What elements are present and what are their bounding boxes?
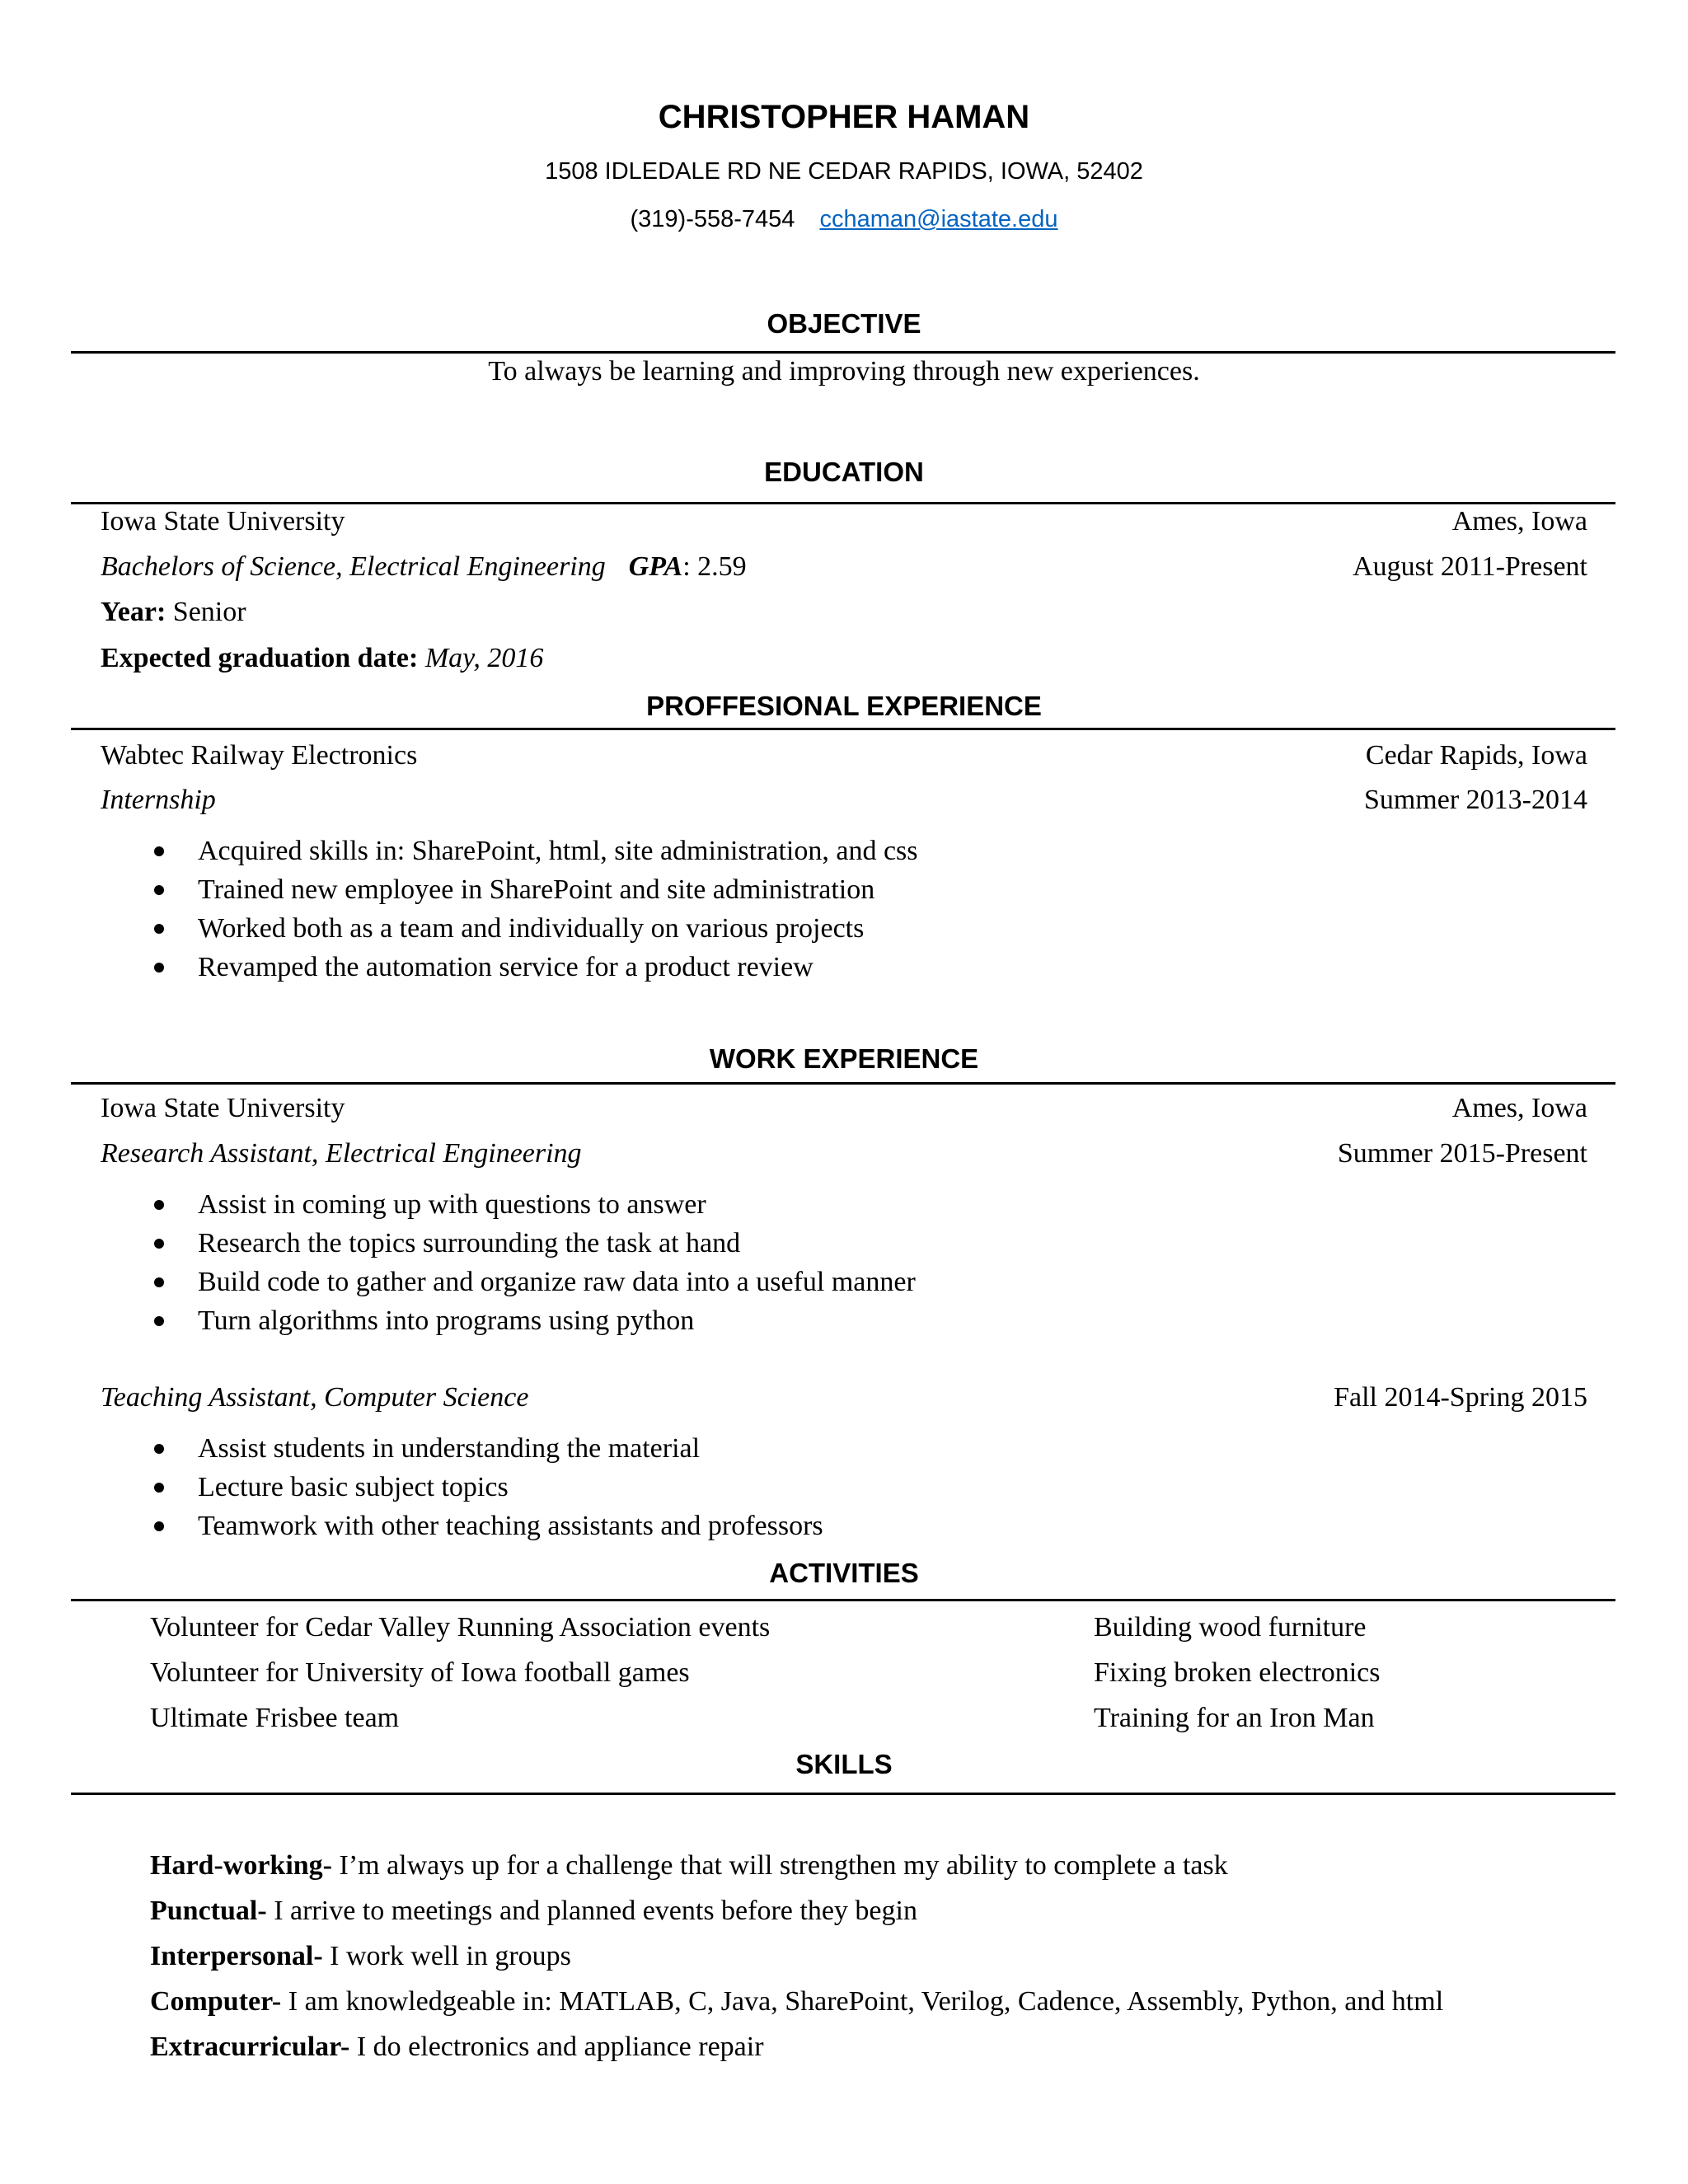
professional-company: Wabtec Railway Electronics: [101, 740, 418, 771]
list-item: Turn algorithms into programs using python: [0, 1301, 916, 1340]
skill-label: Punctual-: [150, 1896, 267, 1926]
work-location: Ames, Iowa: [1451, 1093, 1587, 1123]
skill-text: I work well in groups: [322, 1941, 571, 1971]
work-dates-teaching: Fall 2014-Spring 2015: [1334, 1382, 1587, 1413]
work-role-teaching: Teaching Assistant, Computer Science: [101, 1382, 529, 1413]
list-item: Volunteer for University of Iowa football games: [150, 1657, 690, 1688]
professional-heading: PROFFESIONAL EXPERIENCE: [646, 691, 1042, 721]
list-item: [150, 2024, 1443, 2069]
bullet-icon: [154, 885, 164, 895]
skills-list: [150, 1843, 1443, 2069]
activities-right-list: [1094, 1605, 1380, 1741]
year-value: Senior: [166, 597, 246, 627]
contact-line: [0, 206, 1688, 233]
list-item: [150, 1979, 1443, 2024]
list-item: [150, 1933, 1443, 1979]
list-item: [150, 1888, 1443, 1933]
bullet-icon: [154, 1316, 164, 1326]
education-divider: [71, 502, 1615, 504]
bullet-icon: [154, 1277, 164, 1287]
bullet-icon: [154, 1200, 164, 1210]
list-item: [150, 1843, 1443, 1888]
list-item: Ultimate Frisbee team: [150, 1703, 400, 1733]
education-degree-line: [101, 551, 747, 583]
skill-text: I do electronics and appliance repair: [349, 2032, 764, 2062]
list-item: Assist students in understanding the material: [0, 1429, 823, 1468]
skills-heading: SKILLS: [795, 1749, 893, 1779]
skill-text: I’m always up for a challenge that will strengthen my ability to complete a task: [332, 1850, 1228, 1881]
education-year-line: [101, 597, 246, 628]
skill-label: Extracurricular-: [150, 2032, 350, 2062]
objective-text: To always be learning and improving through new experiences.: [488, 356, 1200, 387]
work-employer: Iowa State University: [101, 1093, 345, 1123]
gpa-label: GPA: [628, 551, 683, 582]
work-bullets-research: [0, 1185, 916, 1340]
skills-divider: [71, 1793, 1615, 1795]
bullet-icon: [154, 924, 164, 934]
gpa-value: : 2.59: [682, 551, 747, 582]
list-item: Lecture basic subject topics: [0, 1468, 823, 1507]
list-item: Teamwork with other teaching assistants and professors: [0, 1507, 823, 1545]
bullet-icon: [154, 1521, 164, 1531]
education-degree: Bachelors of Science, Electrical Engineering: [101, 551, 606, 582]
bullet-icon: [154, 846, 164, 856]
list-item: Revamped the automation service for a product review: [0, 948, 918, 987]
professional-divider: [71, 728, 1615, 730]
objective-divider: [71, 351, 1615, 354]
professional-location: Cedar Rapids, Iowa: [1365, 740, 1587, 771]
bullet-icon: [154, 1483, 164, 1493]
bullet-icon: [154, 1444, 164, 1454]
list-item: Building wood furniture: [1094, 1612, 1367, 1643]
work-dates-research: Summer 2015-Present: [1337, 1138, 1587, 1169]
education-heading: EDUCATION: [764, 457, 924, 487]
education-school: Iowa State University: [101, 506, 345, 537]
list-item: Assist in coming up with questions to answer: [0, 1185, 916, 1224]
list-item: Trained new employee in SharePoint and site administration: [0, 870, 918, 909]
list-item: Build code to gather and organize raw data into a useful manner: [0, 1263, 916, 1301]
activities-left-list: [150, 1605, 770, 1741]
skill-label: Interpersonal-: [150, 1941, 323, 1971]
candidate-name: CHRISTOPHER HAMAN: [658, 99, 1030, 135]
activities-divider: [71, 1599, 1615, 1601]
list-item: Fixing broken electronics: [1094, 1657, 1381, 1688]
work-divider: [71, 1082, 1615, 1085]
skill-label: Computer-: [150, 1986, 282, 2017]
list-item: Research the topics surrounding the task at hand: [0, 1224, 916, 1263]
skill-text: I am knowledgeable in: MATLAB, C, Java, SharePoint, Verilog, Cadence, Assembly, Python, and html: [281, 1986, 1444, 2017]
phone-number: (319)-558-7454: [630, 206, 795, 232]
bullet-icon: [154, 963, 164, 972]
graduation-label: Expected graduation date:: [101, 643, 419, 673]
professional-role: Internship: [101, 785, 216, 815]
objective-heading: OBJECTIVE: [767, 308, 921, 339]
education-graduation-line: [101, 643, 543, 674]
list-item: Training for an Iron Man: [1094, 1703, 1375, 1733]
professional-dates: Summer 2013-2014: [1363, 785, 1587, 815]
graduation-value: May, 2016: [418, 643, 544, 673]
list-item: Worked both as a team and individually on various projects: [0, 909, 918, 948]
education-dates: August 2011-Present: [1353, 551, 1587, 582]
work-heading: WORK EXPERIENCE: [709, 1043, 979, 1074]
work-bullets-teaching: [0, 1429, 823, 1545]
list-item: Acquired skills in: SharePoint, html, site administration, and css: [0, 832, 918, 870]
education-location: Ames, Iowa: [1451, 506, 1587, 537]
activities-heading: ACTIVITIES: [769, 1558, 919, 1588]
candidate-address: 1508 IDLEDALE RD NE CEDAR RAPIDS, IOWA, 52402: [545, 158, 1143, 185]
bullet-icon: [154, 1239, 164, 1249]
list-item: Volunteer for Cedar Valley Running Association events: [150, 1612, 771, 1643]
professional-bullets: [0, 832, 918, 987]
work-role-research: Research Assistant, Electrical Engineering: [101, 1138, 582, 1169]
skill-text: I arrive to meetings and planned events before they begin: [266, 1896, 917, 1926]
year-label: Year:: [101, 597, 166, 627]
skill-label: Hard-working-: [150, 1850, 332, 1881]
email-link[interactable]: cchaman@iastate.edu: [819, 206, 1058, 232]
